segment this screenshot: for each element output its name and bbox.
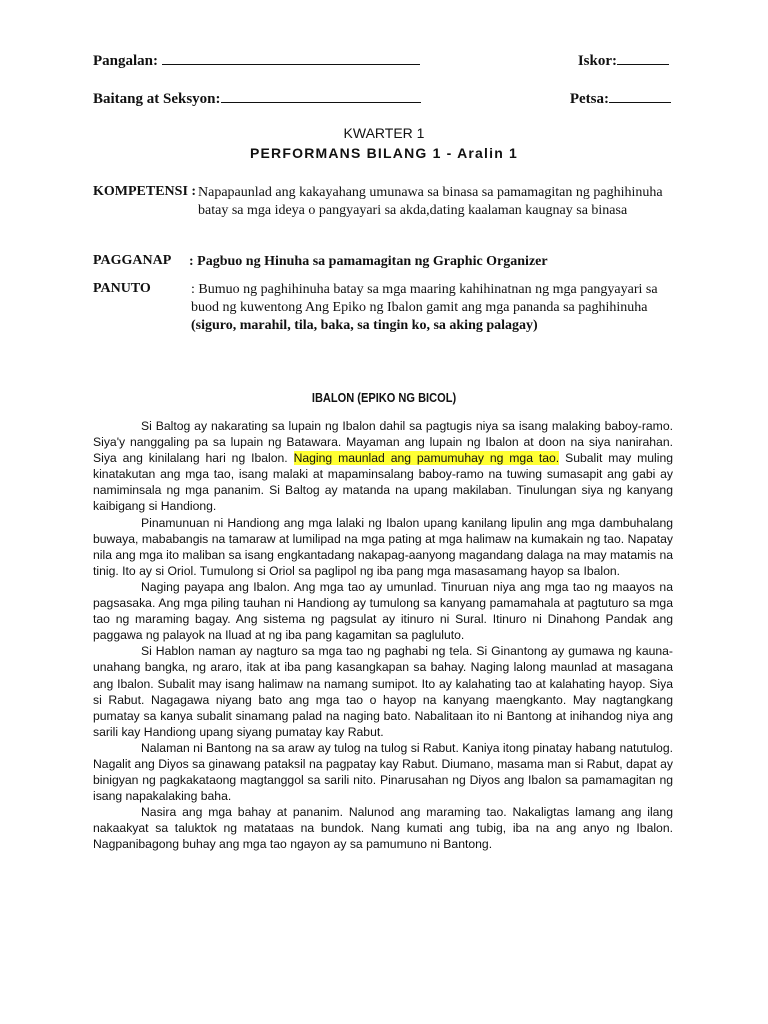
header-row-2 bbox=[93, 90, 673, 108]
panuto-label: PANUTO bbox=[93, 281, 151, 296]
panuto-text: : Bumuo ng paghihinuha batay sa mga maaring kahihinatnan ng mga pangyayari sa buod ng kuwentong Ang Epiko ng Ibalon gamit ang mga pananda sa paghihinuha bbox=[191, 282, 658, 315]
date-label: Petsa: bbox=[569, 91, 609, 107]
header-row-1 bbox=[93, 52, 673, 70]
panuto-row bbox=[93, 281, 683, 361]
story-paragraph-6: Nasira ang mga bahay at pananim. Nalunod ang maraming tao. Nakaligtas lamang ang ilang nakaakyat sa taluktok ng matataas na bundok. Nang kumati ang tubig, iba na ang anyo ng Ibalon. Nagpanibagong buhay ang mga tao ngayon ay sa pamumuno ni Bantong. bbox=[93, 805, 673, 852]
story-paragraph-2: Pinamunuan ni Handiong ang mga lalaki ng Ibalon upang kanilang lipulin ang mga dambuhalang buwaya, mababangis na tamaraw at lumilipad na mga pating at mga halimaw na kumakain ng tao. Napatay nila ang mga ito maliban sa isang engkantadang nakapag-aanyong magandang dalaga na may matamis na tinig. Ito ay si Oriol. Tumulong si Oriol sa paglipol ng iba pang mga masasamang hayop sa Ibalon. bbox=[93, 515, 673, 578]
name-field[interactable] bbox=[93, 52, 420, 70]
grade-section-label: Baitang at Seksyon: bbox=[93, 91, 221, 107]
date-field[interactable] bbox=[570, 90, 671, 108]
p1-before: Si Baltog ay nakarating sa lupain ng Ibalon dahil sa pagtugis niya sa isang malaking baboy-ramo. Siya'y nanggaling pa sa lupain ng Batawara. Mayaman ang lupain ng Ibalon at doon na siya nanirahan. Siya ang kinilalang hari ng Ibalon. bbox=[93, 419, 673, 466]
name-blank[interactable] bbox=[162, 52, 420, 65]
p1-after: Subalit may muling kinatakutan ang mga tao, isang malaki at mapaminsalang baboy-ramo na tuwing sumasapit ang gabi ay namiminsala ng mga pananim. Si Baltog ay matanda na upang makilaban. Tinulungan siya ng kanyang kaibigang si Handiong. bbox=[93, 451, 673, 514]
kompetensi-row bbox=[93, 184, 683, 244]
story-paragraph-5: Nalaman ni Bantong na sa araw ay tulog na tulog si Rabut. Kaniya itong pinatay habang natutulog. Nagalit ang Diyos sa ginawang pataksil na pagpatay kay Rabut. Diumano, masama man si Rabut, dapat ay binigyan ng pagkakataong magtanggol sa sarili nito. Pinarusahan ng Diyos ang Ibalon sa pamamagitan ng isang napakalaking baha. bbox=[93, 740, 673, 804]
story-paragraph-4: Si Hablon naman ay nagturo sa mga tao ng paghabi ng tela. Si Ginantong ay gumawa ng kauna-unahang bangka, ng araro, itak at iba pang kasangkapan sa bahay. Naging lalong maunlad at masagana ang Ibalon. Subalit may isang halimaw na namang sumipot. Ito ay kalahating tao at kalahating hayop. Siya si Rabut. Nagagawa niyang bato ang mga tao o hayop na kanyang maengkanto. May nagtangkang pumatay sa kanya subalit sinamang palad na naging bato. Nabalitaan ito ni Bantong at inihandog niya ang sarili kay Handiong upang siyang pumatay kay Rabut. bbox=[93, 644, 673, 739]
story-paragraph-1 bbox=[93, 418, 673, 515]
story-body bbox=[93, 418, 673, 853]
date-blank[interactable] bbox=[609, 90, 671, 103]
panuto-markers: (siguro, marahil, tila, baka, sa tingin ko, sa aking palagay) bbox=[191, 318, 538, 333]
pagganap-row bbox=[93, 253, 683, 273]
score-blank[interactable] bbox=[617, 52, 669, 65]
performance-title: PERFORMANS BILANG 1 - Aralin 1 bbox=[249, 145, 519, 161]
grade-section-blank[interactable] bbox=[221, 90, 421, 103]
panuto-block bbox=[191, 281, 669, 335]
pagganap-label: PAGGANAP bbox=[93, 253, 172, 268]
kompetensi-label: KOMPETENSI : bbox=[93, 184, 197, 199]
kompetensi-text: Napapaunlad ang kakayahang umunawa sa binasa sa pamamagitan ng paghihinuha batay sa mga ideya o pangyayari sa akda,dating kaalaman kaugnay sa binasa bbox=[198, 185, 663, 218]
grade-section-field[interactable] bbox=[93, 90, 421, 108]
pagganap-text: : Pagbuo ng Hinuha sa pamamagitan ng Graphic Organizer bbox=[189, 254, 548, 269]
score-field[interactable] bbox=[578, 52, 669, 70]
quarter-heading: KWARTER 1 bbox=[343, 125, 425, 141]
highlighted-sentence: Naging maunlad ang pamumuhay ng mga tao. bbox=[293, 451, 560, 466]
score-label: Iskor: bbox=[577, 53, 617, 69]
story-paragraph-3: Naging payapa ang Ibalon. Ang mga tao ay umunlad. Tinuruan niya ang mga tao ng maayos na pagsasaka. Ang mga piling tauhan ni Handiong ay tumulong sa kanyang pamamahala at pagtuturo sa mga tao ng maraming bagay. Ang sistema ng pagsulat ay itinuro ni Sural. Itinuro ni Dinahong Pandak ang paggawa ng palayok na Iluad at ng iba pang kagamitan sa pagluluto. bbox=[93, 579, 673, 643]
name-label: Pangalan: bbox=[93, 53, 159, 69]
story-title: IBALON (EPIKO NG BICOL) bbox=[311, 390, 457, 405]
